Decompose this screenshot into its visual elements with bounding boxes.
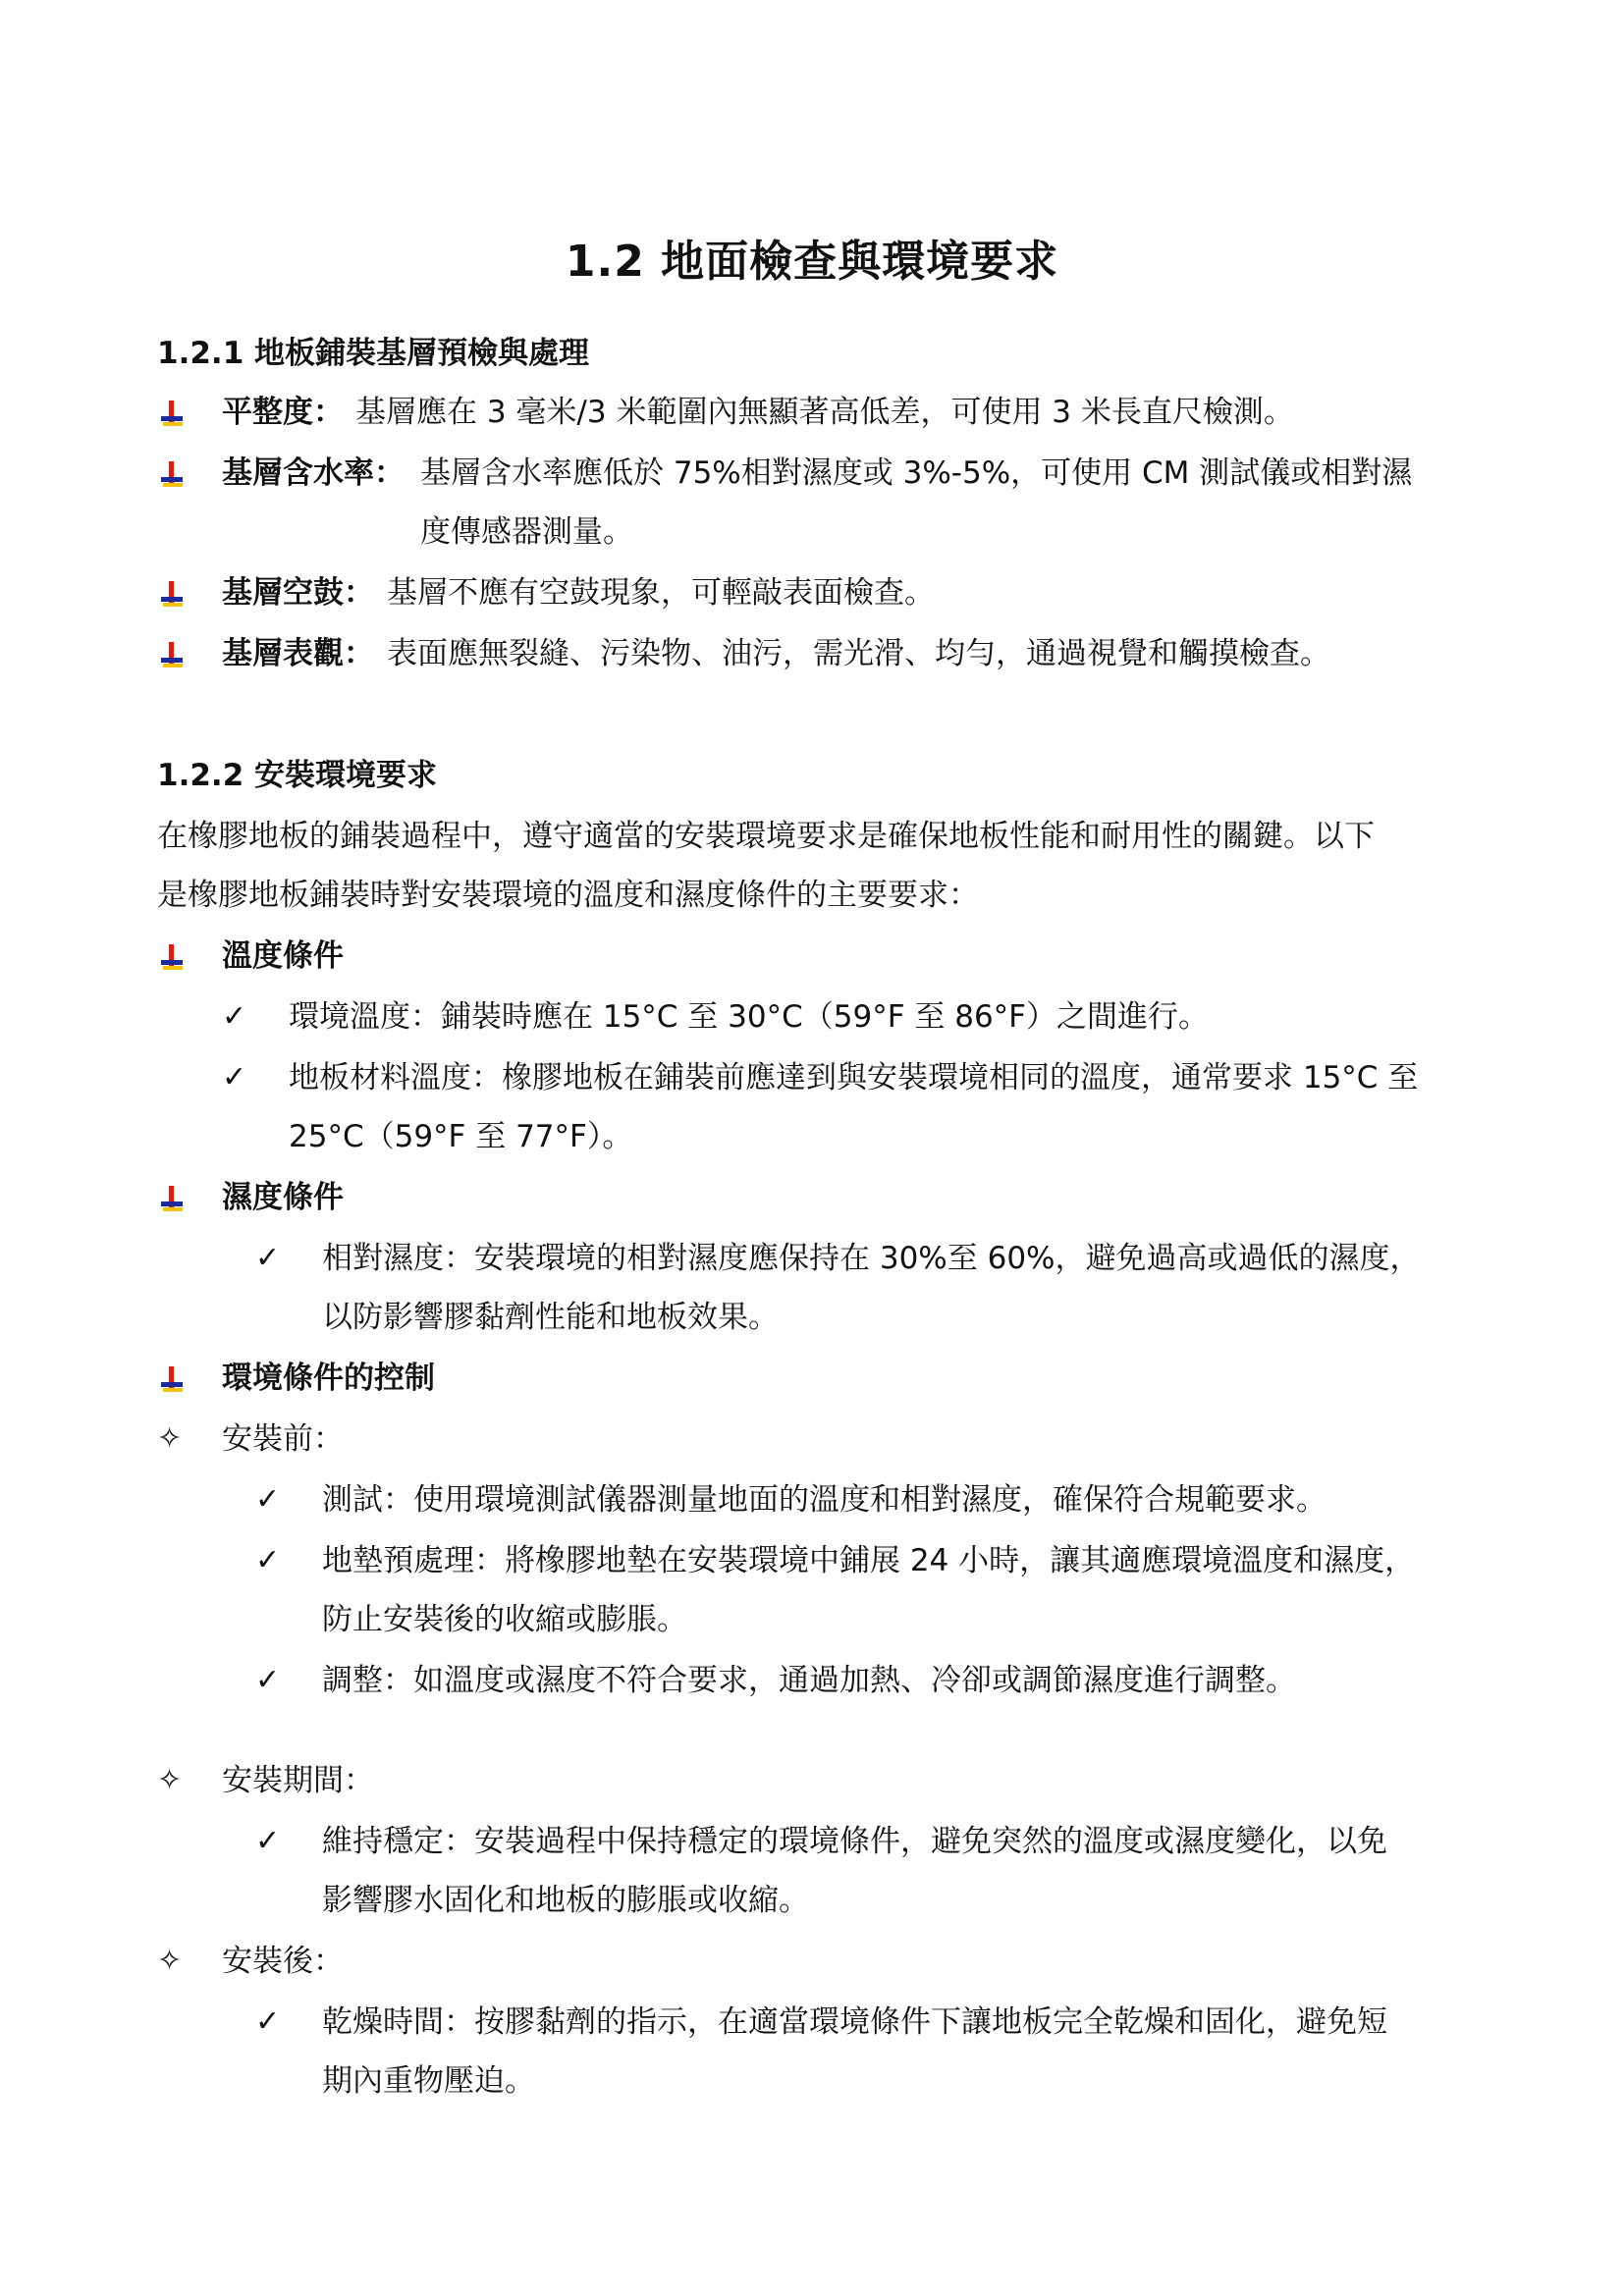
check-text-relative-humidity: 相對濕度：安裝環境的相對濕度應保持在 30%至 60%，避免過高或過低的濕度， [322,1241,1421,1276]
check-item-pretreatment [0,1531,1624,1590]
bullet-text-moisture-continued: 度傳感器測量。 [420,514,633,550]
diamond-label-before: 安裝前： [222,1421,344,1457]
colored-cross-bullet-icon [159,459,185,489]
check-text-relative-humidity-continued: 以防影響膠黏劑性能和地板效果。 [322,1300,779,1335]
check-item-stability [0,1812,1624,1871]
intro-text-1: 在橡膠地板的鋪裝過程中，遵守適當的安裝環境要求是確保地板性能和耐用性的關鍵。以下 [157,819,1375,854]
check-item-drying [0,1993,1624,2052]
check-text-drying: 乾燥時間：按膠黏劑的指示，在適當環境條件下讓地板完全乾燥和固化，避免短 [322,2004,1387,2040]
check-item-pretreatment-continued [0,1590,1624,1649]
colored-cross-bullet-icon [159,942,185,972]
diamond-item-before [0,1410,1624,1468]
check-icon: ✓ [255,1663,281,1697]
diamond-star-icon: ✧ [157,1421,183,1456]
check-item-relative-humidity-continued [0,1288,1624,1347]
diamond-star-icon: ✧ [157,1944,183,1978]
check-text-drying-continued: 期內重物壓迫。 [322,2063,535,2099]
colored-cross-bullet-icon [159,1184,185,1213]
check-text-stability-continued: 影響膠水固化和地板的膨脹或收縮。 [322,1883,809,1918]
bullet-label-moisture: 基層含水率： [222,455,405,491]
check-item-testing [0,1470,1624,1529]
check-icon: ✓ [255,1241,281,1275]
check-item-env-temp [0,988,1624,1046]
check-text-testing: 測試：使用環境測試儀器測量地面的溫度和相對濕度，確保符合規範要求。 [322,1482,1326,1518]
bullet-item-hollow [0,563,1624,622]
bullet-text-hollow: 基層不應有空鼓現象，可輕敲表面檢查。 [387,575,935,611]
check-text-stability: 維持穩定：安裝過程中保持穩定的環境條件，避免突然的溫度或濕度變化，以免 [322,1824,1387,1859]
bullet-item-temperature [0,927,1624,986]
bullet-text-moisture: 基層含水率應低於 75%相對濕度或 3%-5%，可使用 CM 測試儀或相對濕 [420,455,1413,491]
check-item-material-temp-continued [0,1107,1624,1166]
bullet-item-moisture-continued [0,503,1624,561]
bullet-item-flatness [0,383,1624,442]
bullet-label-appearance: 基層表觀： [222,636,374,671]
page-title: 1.2 地面檢查與環境要求 [565,237,1059,287]
check-text-pretreatment-continued: 防止安裝後的收縮或膨脹。 [322,1602,687,1637]
check-item-stability-continued [0,1871,1624,1930]
check-icon: ✓ [255,1543,281,1577]
check-icon: ✓ [255,1824,281,1858]
check-text-material-temp-continued: 25°C（59°F 至 77°F）。 [289,1119,633,1154]
check-text-pretreatment: 地墊預處理：將橡膠地墊在安裝環境中鋪展 24 小時，讓其適應環境溫度和濕度， [322,1543,1416,1578]
colored-cross-bullet-icon [159,399,185,428]
diamond-star-icon: ✧ [157,1763,183,1797]
section-heading-1-2-2: 1.2.2 安裝環境要求 [157,758,438,793]
intro-paragraph-line-1 [0,807,1624,866]
check-icon: ✓ [222,1060,247,1095]
diamond-label-during: 安裝期間： [222,1763,374,1798]
bullet-label-flatness: 平整度： [222,395,344,430]
bullet-label-control: 環境條件的控制 [222,1361,435,1396]
check-item-adjustment [0,1651,1624,1710]
check-item-material-temp [0,1048,1624,1107]
colored-cross-bullet-icon [159,640,185,669]
check-text-adjustment: 調整：如溫度或濕度不符合要求，通過加熱、冷卻或調節濕度進行調整。 [322,1663,1296,1698]
bullet-text-appearance: 表面應無裂縫、污染物、油污，需光滑、均勻，通過視覺和觸摸檢查。 [387,636,1330,671]
check-item-drying-continued [0,2052,1624,2110]
bullet-item-moisture [0,444,1624,503]
check-icon: ✓ [222,999,247,1034]
bullet-item-control [0,1349,1624,1408]
bullet-item-appearance [0,624,1624,683]
check-icon: ✓ [255,1482,281,1517]
bullet-text-flatness: 基層應在 3 毫米/3 米範圍內無顯著高低差，可使用 3 米長直尺檢測。 [355,395,1294,430]
diamond-label-after: 安裝後： [222,1944,344,1979]
bullet-item-humidity [0,1168,1624,1227]
check-text-material-temp: 地板材料溫度：橡膠地板在鋪裝前應達到與安裝環境相同的溫度，通常要求 15°C 至 [289,1060,1419,1095]
intro-paragraph-line-2 [0,866,1624,925]
bullet-label-temperature: 溫度條件 [222,938,344,974]
colored-cross-bullet-icon [159,1364,185,1394]
diamond-item-after [0,1932,1624,1991]
section-heading-1-2-1: 1.2.1 地板鋪裝基層預檢與處理 [157,336,590,371]
check-icon: ✓ [255,2004,281,2039]
bullet-label-hollow: 基層空鼓： [222,575,374,611]
diamond-item-during [0,1751,1624,1810]
bullet-label-humidity: 濕度條件 [222,1180,344,1215]
intro-text-2: 是橡膠地板鋪裝時對安裝環境的溫度和濕度條件的主要要求： [157,878,979,913]
colored-cross-bullet-icon [159,579,185,609]
check-item-relative-humidity [0,1229,1624,1288]
check-text-env-temp: 環境溫度：鋪裝時應在 15°C 至 30°C（59°F 至 86°F）之間進行。 [289,999,1210,1035]
